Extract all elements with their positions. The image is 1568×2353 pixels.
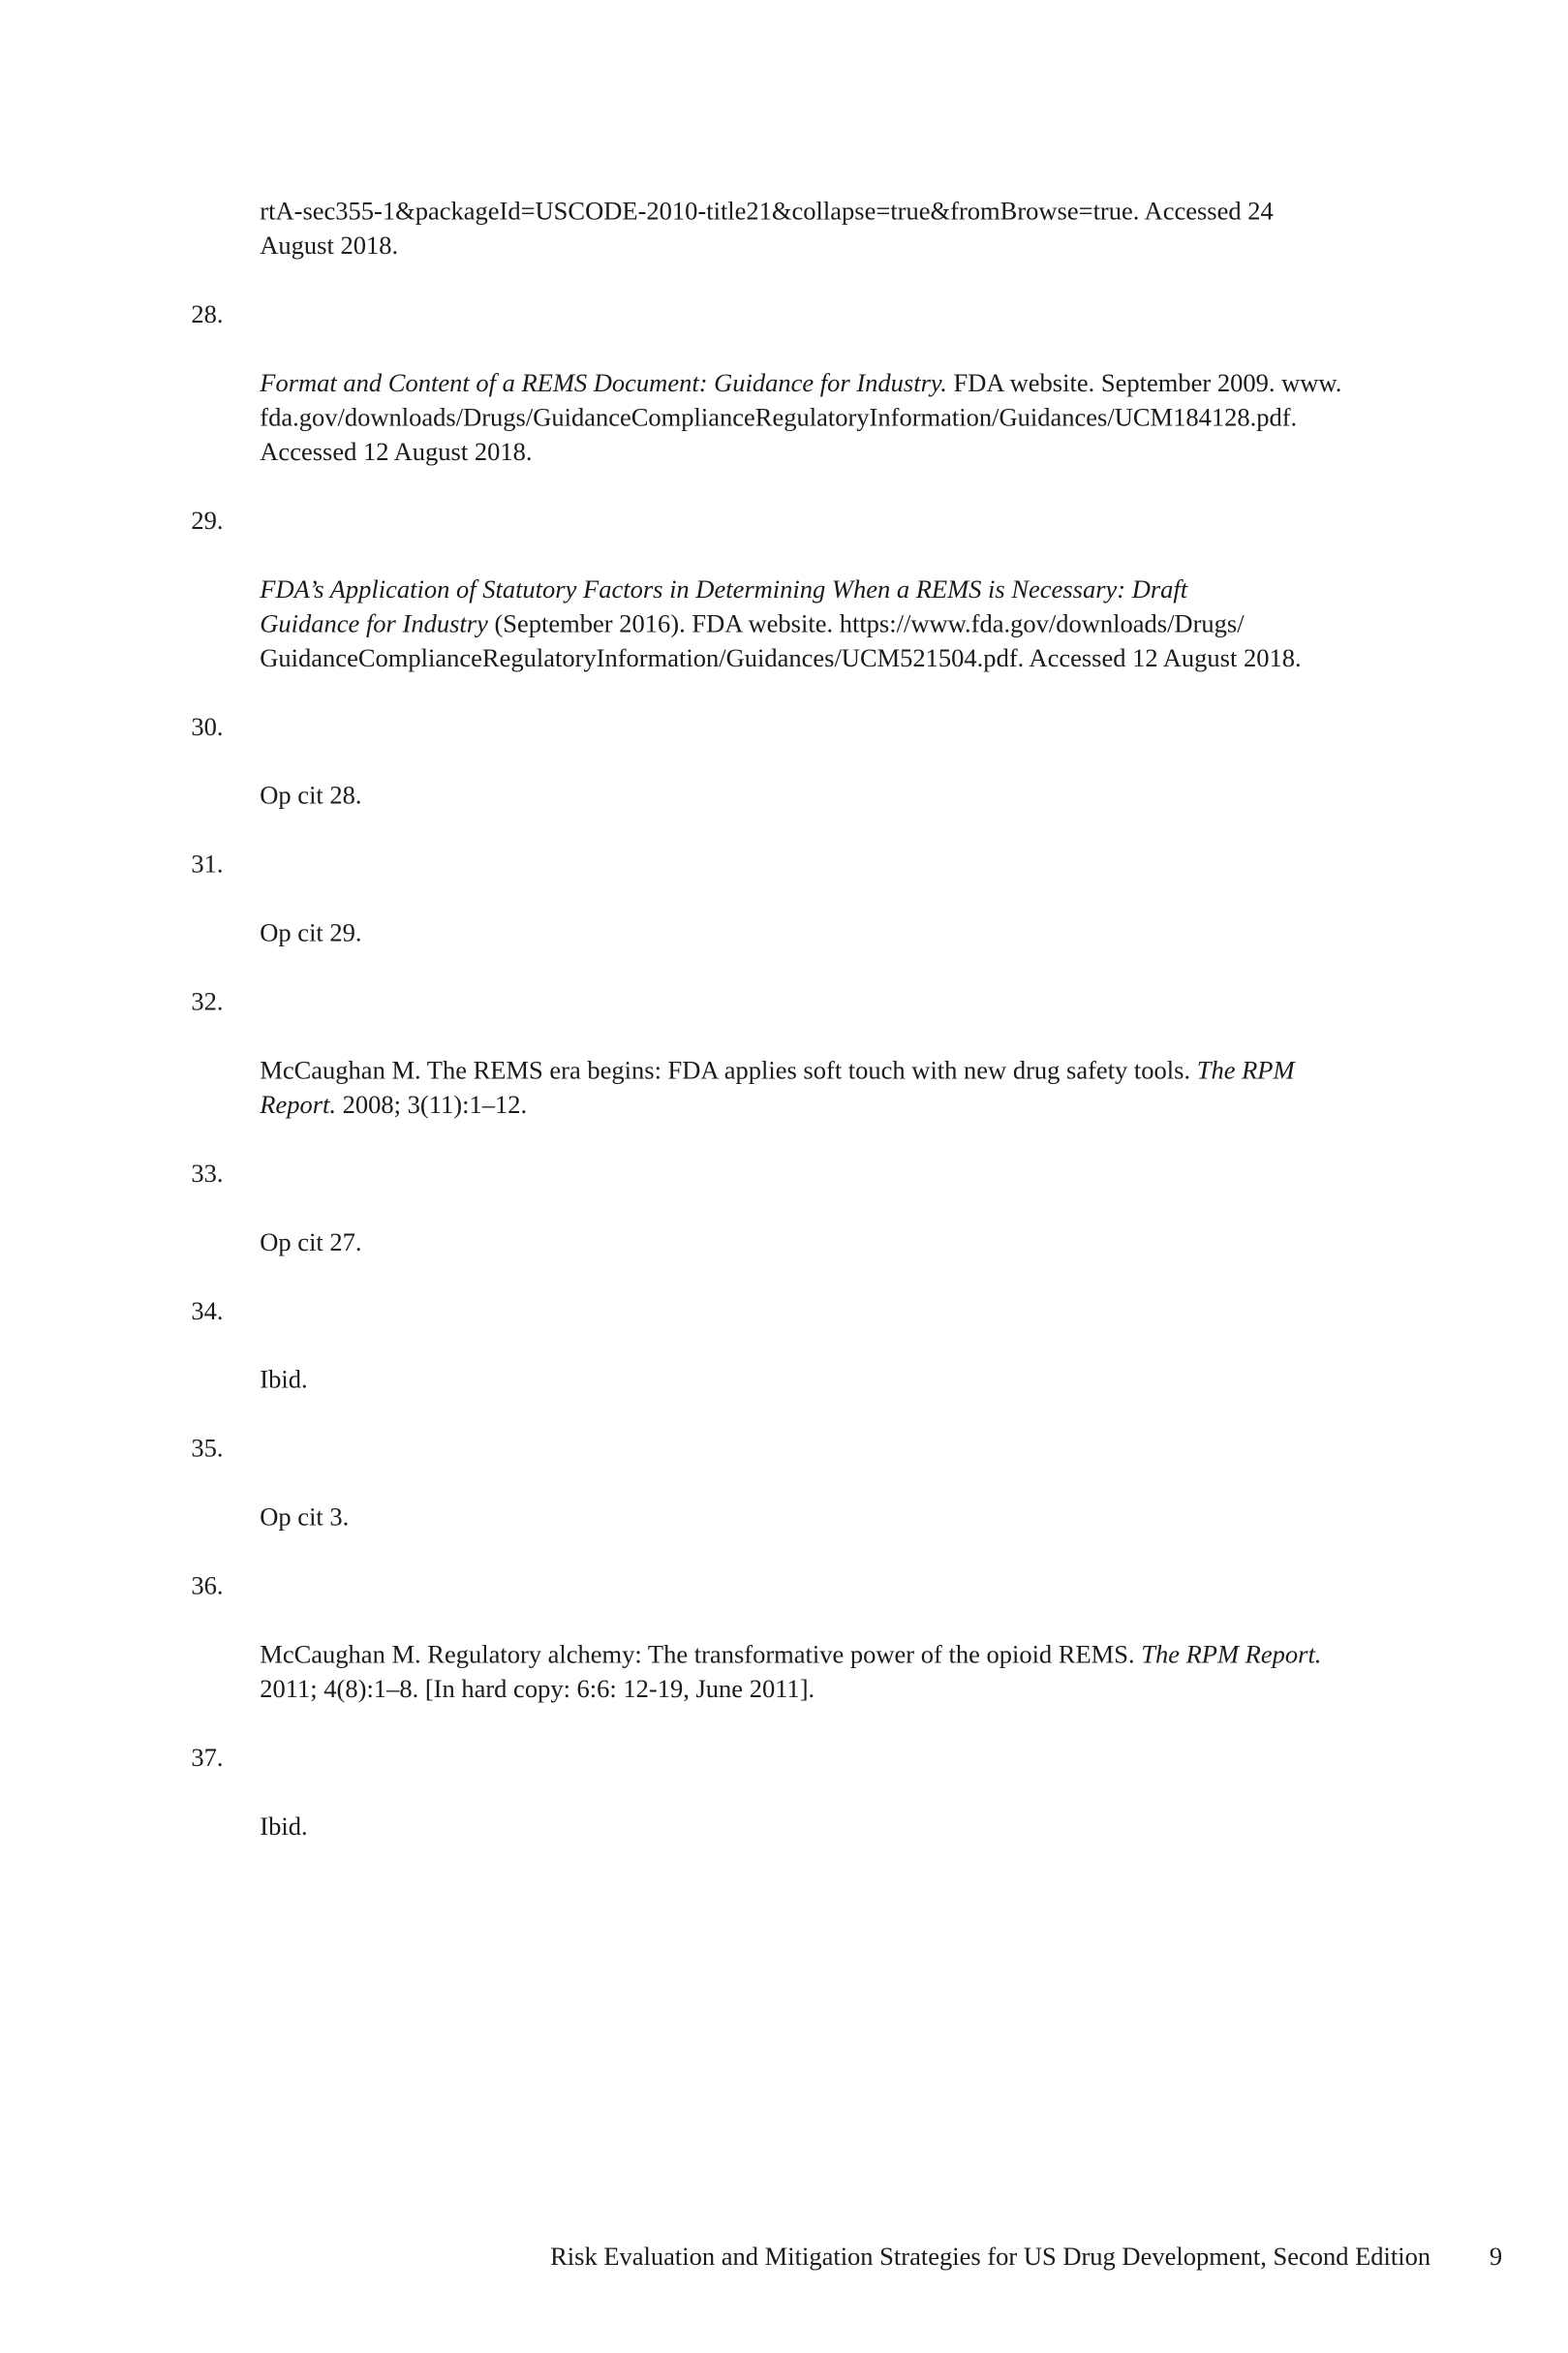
reference-item <box>191 710 1445 848</box>
reference-text: FDA’s Application of Statutory Factors in Determining When a REMS is Necessary: Draft Guidance for Industry (September 2016). FDA website. https://www.fda.gov/downloads/Drugs/ GuidanceComplianceRegulatoryInformation/Guidances/UCM521504.pdf. Accessed 12 August 2018. <box>260 574 1302 672</box>
reference-item <box>191 297 1445 504</box>
reference-number: 29. <box>191 506 224 536</box>
reference-item <box>191 504 1445 710</box>
reference-text: Op cit 3. <box>260 1502 350 1532</box>
reference-number: 37. <box>191 1743 224 1773</box>
reference-text: McCaughan M. The REMS era begins: FDA applies soft touch with new drug safety tools. The RPM Report. 2008; 3(11):1–12. <box>260 1056 1295 1120</box>
reference-text: Ibid. <box>260 1365 308 1394</box>
reference-number: 31. <box>191 850 224 879</box>
reference-number: 30. <box>191 712 224 741</box>
reference-text: Op cit 29. <box>260 918 362 947</box>
reference-text: Op cit 27. <box>260 1227 362 1256</box>
reference-text: McCaughan M. Regulatory alchemy: The transformative power of the opioid REMS. The RPM Report. 2011; 4(8):1–8. [In hard copy: 6:6: 12-19, June 2011]. <box>260 1640 1322 1704</box>
reference-number: 33. <box>191 1159 224 1189</box>
reference-text: Op cit 28. <box>260 781 362 810</box>
footer-book-title: Risk Evaluation and Mitigation Strategies for US Drug Development, Second Edition <box>550 2242 1431 2272</box>
reference-number: 28. <box>191 299 224 329</box>
reference-text: Ibid. <box>260 1811 308 1841</box>
reference-item <box>191 847 1445 984</box>
reference-journal: The RPM Report. <box>1141 1640 1322 1669</box>
reference-title: FDA’s Application of Statutory Factors in Determining When a REMS is Necessary: Draft Guidance for Industry <box>260 574 1188 638</box>
reference-item <box>191 1741 1445 1878</box>
reference-number: 32. <box>191 987 224 1016</box>
reference-number: 34. <box>191 1296 224 1325</box>
reference-journal: The RPM Report. <box>260 1056 1295 1120</box>
reference-item <box>191 984 1445 1156</box>
reference-item <box>191 1568 1445 1740</box>
reference-item <box>191 1431 1445 1568</box>
page-footer <box>0 2240 1568 2276</box>
page-number: 9 <box>1489 2242 1503 2272</box>
reference-number: 35. <box>191 1434 224 1463</box>
reference-title: Format and Content of a REMS Document: Guidance for Industry. <box>260 368 947 398</box>
reference-text: rtA-sec355-1&packageId=USCODE-2010-title21&collapse=true&fromBrowse=true. Accessed 24 August 2018. <box>260 197 1274 261</box>
reference-item <box>191 1157 1445 1294</box>
reference-item <box>191 1294 1445 1432</box>
reference-text: Format and Content of a REMS Document: Guidance for Industry. FDA website. September 2009. www. fda.gov/downloads/Drugs/GuidanceComplianceRegulatoryInformation/Guidances/UCM184128.pdf. Accessed 12 August 2018. <box>260 368 1342 467</box>
reference-item <box>191 126 1445 297</box>
reference-list <box>191 126 1445 1878</box>
reference-number: 36. <box>191 1571 224 1600</box>
